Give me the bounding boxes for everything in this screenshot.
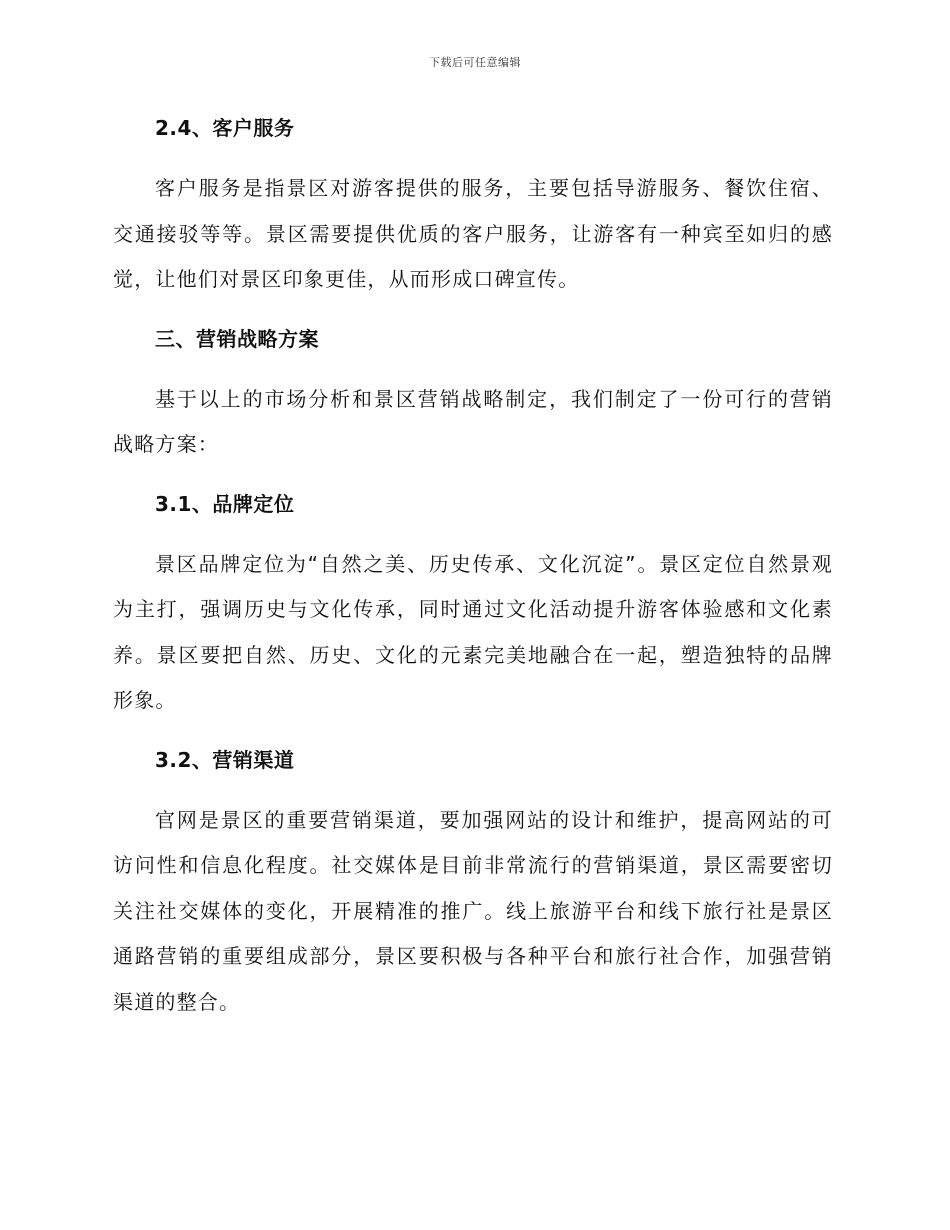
section-heading: 3.1、品牌定位 (155, 491, 295, 516)
section-paragraph: 景区品牌定位为“自然之美、历史传承、文化沉淀”。景区定位自然景观为主打，强调历史与文化传承，同时通过文化活动提升游客体验感和文化素养。景区要把自然、历史、文化的元素完美地融合在一起，塑造独特的品牌形象。 (113, 551, 833, 712)
section-3-2 (113, 742, 833, 1026)
section-2-4 (113, 110, 833, 303)
section-paragraph: 官网是景区的重要营销渠道，要加强网站的设计和维护，提高网站的可访问性和信息化程度。社交媒体是目前非常流行的营销渠道，景区需要密切关注社交媒体的变化，开展精准的推广。线上旅游平台和线下旅行社是景区通路营销的重要组成部分，景区要积极与各种平台和旅行社合作，加强营销渠道的整合。 (113, 807, 833, 1014)
section-paragraph: 客户服务是指景区对游客提供的服务，主要包括导游服务、餐饮住宿、交通接驳等等。景区需要提供优质的客户服务，让游客有一种宾至如归的感觉，让他们对景区印象更佳，从而形成口碑宣传。 (113, 176, 833, 291)
section-3 (113, 321, 833, 468)
section-heading: 三、营销战略方案 (155, 326, 319, 351)
section-paragraph: 基于以上的市场分析和景区营销战略制定，我们制定了一份可行的营销战略方案： (113, 386, 833, 456)
header-note: 下载后可任意编辑 (429, 56, 521, 69)
section-3-1 (113, 486, 833, 724)
document-body (113, 110, 833, 1025)
section-heading: 3.2、营销渠道 (155, 747, 295, 772)
section-heading: 2.4、客户服务 (155, 116, 295, 140)
